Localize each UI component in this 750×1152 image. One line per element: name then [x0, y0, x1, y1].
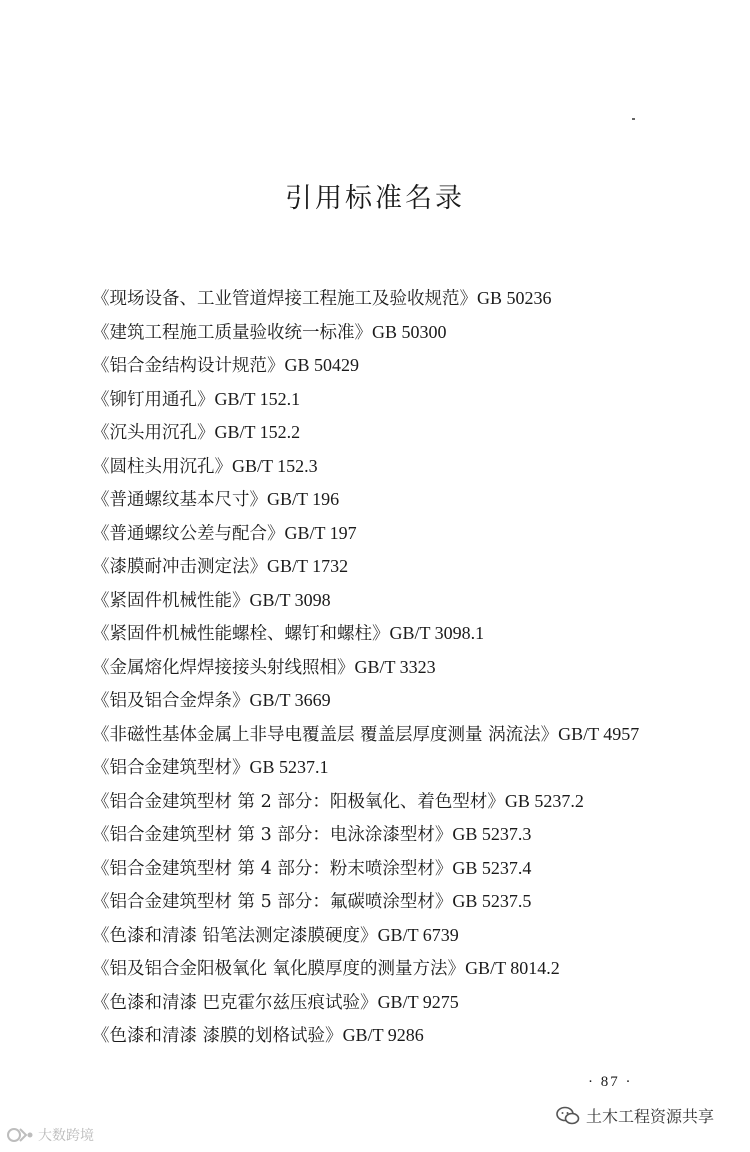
reference-code: GB/T 197 — [284, 522, 357, 543]
reference-item — [48, 718, 690, 752]
reference-name: 《现场设备、工业管道焊接工程施工及验收规范》 — [92, 289, 477, 309]
reference-code: GB/T 196 — [267, 489, 340, 509]
reference-code: GB/T 4957 — [558, 723, 640, 744]
reference-code: GB 5237.3 — [452, 824, 532, 844]
reference-item — [48, 785, 690, 819]
reference-name: 《紧固件机械性能》 — [92, 590, 250, 611]
watermark-left — [6, 1125, 94, 1145]
reference-item — [48, 885, 690, 919]
page-number: · 87 · — [588, 1074, 633, 1090]
reference-name: 《色漆和清漆 巴克霍尔兹压痕试验》 — [92, 992, 378, 1013]
reference-name: 《建筑工程施工质量验收统一标准》 — [92, 322, 372, 343]
reference-name: 《铝及铝合金阳极氧化 氧化膜厚度的测量方法》 — [92, 959, 466, 979]
reference-item — [48, 550, 690, 584]
reference-name: 《普通螺纹基本尺寸》 — [92, 490, 267, 510]
reference-code: GB/T 3098.1 — [389, 623, 485, 643]
reference-name: 《铆钉用通孔》 — [92, 389, 215, 410]
watermark-logo-icon — [6, 1125, 34, 1145]
reference-item — [48, 483, 690, 517]
reference-code: GB/T 152.3 — [232, 455, 318, 476]
reference-item — [48, 919, 690, 953]
reference-code: GB/T 6739 — [377, 924, 459, 945]
reference-item — [48, 383, 690, 417]
wechat-icon — [556, 1106, 580, 1126]
reference-code: GB/T 9286 — [342, 1025, 424, 1045]
reference-code: GB/T 152.1 — [214, 388, 301, 409]
reference-item — [48, 1019, 690, 1053]
reference-code: GB 5237.5 — [452, 891, 532, 911]
reference-name: 《铝合金建筑型材 第 2 部分：阳极氧化、着色型材》 — [92, 791, 505, 812]
reference-item — [48, 952, 690, 986]
reference-code: GB/T 8014.2 — [465, 958, 560, 978]
reference-item — [48, 450, 690, 484]
reference-name: 《金属熔化焊焊接接头射线照相》 — [92, 657, 355, 678]
page-title: 引用标准名录 — [285, 183, 465, 214]
reference-item — [48, 651, 690, 685]
reference-code: GB/T 152.2 — [214, 422, 301, 442]
reference-name: 《铝及铝合金焊条》 — [92, 691, 250, 711]
reference-name: 《色漆和清漆 铅笔法测定漆膜硬度》 — [92, 925, 378, 946]
reference-list — [48, 282, 690, 1053]
reference-item — [48, 282, 690, 316]
reference-code: GB 50429 — [284, 355, 360, 375]
reference-name: 《漆膜耐冲击测定法》 — [92, 557, 267, 577]
reference-code: GB/T 3098 — [249, 589, 331, 610]
reference-item — [48, 684, 690, 718]
scan-speck — [632, 118, 635, 120]
reference-name: 《铝合金建筑型材 第 3 部分：电泳涂漆型材》 — [92, 825, 453, 845]
reference-code: GB/T 1732 — [267, 556, 349, 576]
reference-item — [48, 818, 690, 852]
reference-name: 《铝合金建筑型材 第 5 部分：氟碳喷涂型材》 — [92, 892, 453, 912]
reference-item — [48, 986, 690, 1020]
reference-name: 《铝合金建筑型材》 — [92, 758, 250, 778]
reference-code: GB 5237.1 — [249, 757, 329, 777]
reference-code: GB 50236 — [477, 288, 552, 308]
reference-item — [48, 852, 690, 886]
watermark-right — [556, 1104, 714, 1127]
reference-name: 《非磁性基体金属上非导电覆盖层 覆盖层厚度测量 涡流法》 — [92, 724, 559, 745]
reference-item — [48, 617, 690, 651]
reference-code: GB/T 9275 — [377, 991, 459, 1012]
reference-name: 《铝合金结构设计规范》 — [92, 356, 285, 376]
reference-code: GB/T 3323 — [354, 656, 436, 677]
reference-code: GB 50300 — [372, 321, 447, 342]
reference-name: 《普通螺纹公差与配合》 — [92, 523, 285, 544]
watermark-left-text: 大数跨境 — [38, 1128, 94, 1144]
reference-item — [48, 517, 690, 551]
reference-item — [48, 416, 690, 450]
reference-code: GB 5237.4 — [452, 857, 532, 878]
reference-name: 《圆柱头用沉孔》 — [92, 456, 232, 477]
reference-item — [48, 349, 690, 383]
reference-name: 《铝合金建筑型材 第 4 部分：粉末喷涂型材》 — [92, 858, 453, 879]
reference-item — [48, 316, 690, 350]
reference-item — [48, 751, 690, 785]
reference-name: 《色漆和清漆 漆膜的划格试验》 — [92, 1026, 343, 1046]
watermark-right-text: 土木工程资源共享 — [586, 1107, 715, 1126]
reference-name: 《紧固件机械性能螺栓、螺钉和螺柱》 — [92, 624, 390, 644]
reference-code: GB 5237.2 — [504, 790, 584, 811]
reference-item — [48, 584, 690, 618]
reference-code: GB/T 3669 — [249, 690, 331, 710]
reference-name: 《沉头用沉孔》 — [92, 423, 215, 443]
